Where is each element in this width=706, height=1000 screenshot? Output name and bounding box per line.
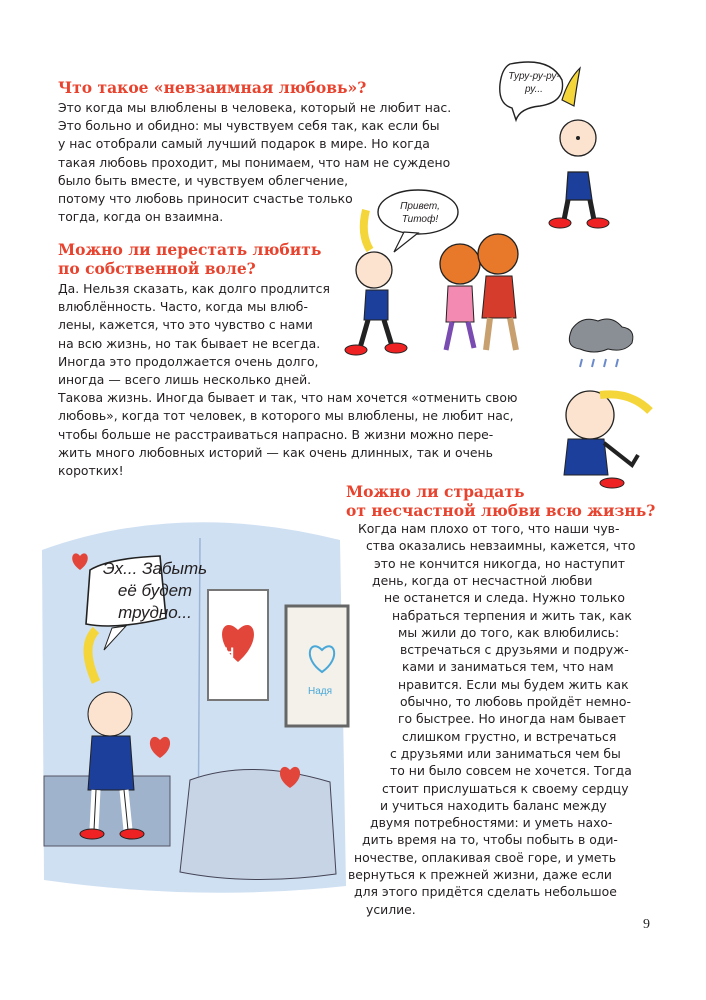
section-heading-stop-loving-line2: по собственной воле? [58,259,256,278]
speech-bubble-greeting: Привет, Титоф! [400,201,440,225]
text-line: Такова жизнь. Иногда бывает и так, что нам хочется «отменить свою [58,390,518,406]
section-heading-suffer-forever-line1: Можно ли страдать [346,482,525,501]
text-line: двумя потребностями: и уметь нахо- [370,815,613,831]
text-line: любовь», когда тот человек, в которого мы влюблены, не любит нас, [58,408,514,424]
text-line: это не кончится никогда, но наступит [374,555,625,571]
text-line: и учиться находить баланс между [380,797,607,813]
section-heading-unrequited-love: Что такое «невзаимная любовь»? [58,78,367,97]
text-line: набраться терпения и жить так, как [392,607,632,623]
text-line: было быть вместе, и чувствуем облегчение, [58,172,349,188]
text-line: для этого придётся сделать небольшое [354,884,617,900]
text-line: коротких! [58,463,124,478]
text-line: нравится. Если мы будем жить как [398,676,629,692]
text-line: ками и заниматься тем, что нам [402,659,614,675]
speech-bubble-humming: Туру-ру-ру-ру... [508,71,560,95]
text-line: потому что любовь приносит счастье только [58,191,353,206]
text-line: дить время на то, чтобы побыть в оди- [362,832,618,848]
text-line: усилие. [366,901,416,917]
text-line: то ни было совсем не хочется. Тогда [390,763,632,779]
section-heading-suffer-forever-line2: от несчастной любви всю жизнь? [346,501,656,520]
text-line: лены, кажется, что это чувство с нами [58,317,313,333]
text-line: Да. Нельзя сказать, как долго продлится [58,281,330,296]
text-line: обычно, то любовь пройдёт немно- [400,694,631,709]
text-line: Это когда мы влюблены в человека, который не любит нас. [58,100,452,115]
text-line: Когда нам плохо от того, что наши чув- [358,521,620,536]
sad-titeuf-illustration [520,315,670,495]
text-line: Иногда это продолжается очень долго, [58,353,319,369]
text-line: жить много любовных историй — как очень длинных, так и очень [58,444,493,460]
text-line: вернуться к прежней жизни, даже если [348,867,612,882]
text-line: у нас отобрали самый лучший подарок в мире. Но когда [58,136,430,152]
window-name-label: Надя [308,686,333,697]
text-line: слишком грустно, и встречаться [402,728,617,744]
text-line: го быстрее. Но иногда нам бывает [398,711,626,727]
text-line: мы жили до того, как влюбились: [398,624,620,640]
speech-bubble-sigh: Эх... Забыть её будет трудно... [102,559,208,622]
text-line: стоит прислушаться к своему сердцу [382,780,629,796]
bedroom-illustration [40,490,350,900]
text-line: с друзьями или заниматься чем бы [390,745,621,761]
page-number: 9 [643,917,650,932]
text-line: встречаться с друзьями и подруж- [400,642,629,658]
text-line: чтобы больше не расстраиваться напрасно. В жизни можно пере- [58,426,494,442]
text-line: не останется и следа. Нужно только [384,590,625,606]
text-line: Это больно и обидно: мы чувствуем себя так, как если бы [58,118,440,134]
text-line: иногда — всего лишь несколько дней. [58,372,312,387]
text-line: ночестве, оплакивая своё горе, и уметь [354,849,617,865]
text-line: влюблённость. Часто, когда мы влюб- [58,299,308,315]
poster-letter: Н [224,644,235,660]
section-heading-stop-loving-line1: Можно ли перестать любить [58,240,322,259]
text-line: день, когда от несчастной любви [372,572,593,588]
text-line: ства оказались невзаимны, кажется, что [366,538,636,554]
text-line: на всю жизнь, но так бывает не всегда. [58,335,321,351]
text-line: такая любовь проходит, мы понимаем, что нам не суждено [58,154,451,170]
text-line: тогда, когда он взаимна. [58,209,224,225]
